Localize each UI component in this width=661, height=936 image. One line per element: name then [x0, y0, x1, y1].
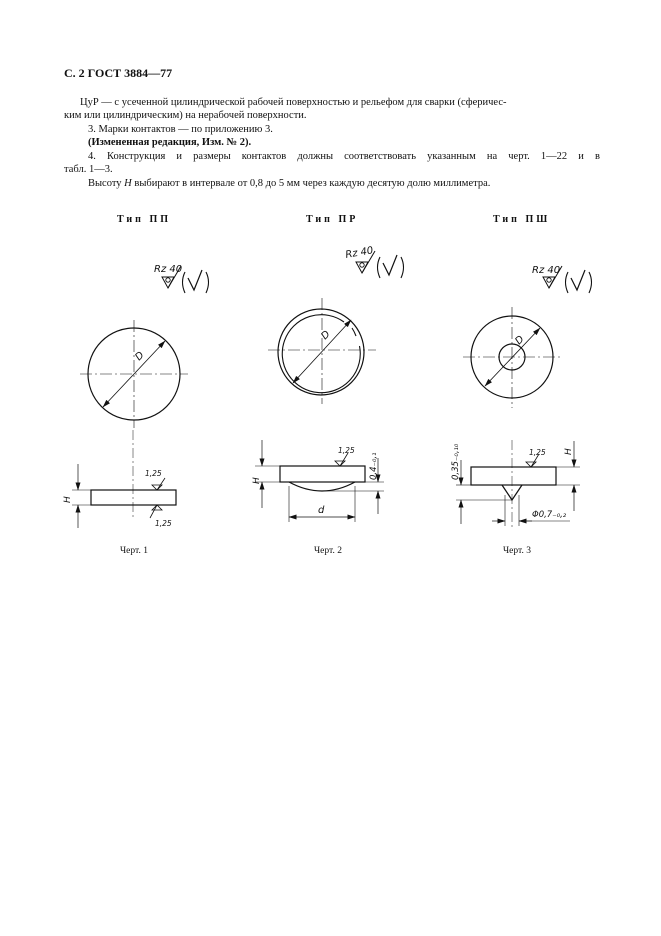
figure2-type-label: Тип ПР: [306, 214, 359, 225]
figure2-roughness-mark: [345, 245, 404, 278]
figure3-dim-D: D: [513, 333, 527, 348]
figure2-side-view: [252, 440, 384, 522]
figure1-caption: Черт. 1: [120, 546, 148, 556]
figure3-dim-relief: 0,35₋₀,₁₀: [451, 443, 461, 480]
paragraph-cyr-line1: ЦуР — с усеченной цилиндрической рабочей поверхностью и рельефом для сварки (сферичес-: [80, 97, 507, 108]
figure1-top-finish: 1,25: [145, 469, 162, 478]
figure2-plan-view: [268, 298, 376, 404]
page-header: С. 2 ГОСТ 3884—77: [64, 66, 173, 80]
paragraph-amendment: (Измененная редакция, Изм. № 2).: [88, 137, 252, 148]
figure3-dim-tip: Φ0,7₋₀,₂: [532, 510, 567, 520]
figure1-roughness-label: Rz 40: [154, 264, 183, 275]
figure2-dim-D: D: [319, 328, 333, 343]
height-text-post: выбирают в интервале от 0,8 до 5 мм через каждую десятую долю миллиметра.: [131, 178, 491, 189]
height-var: H: [124, 178, 132, 189]
figure3-plan-view: [463, 307, 563, 408]
figure2-top-finish: 1,25: [338, 446, 355, 455]
figure3-top-finish: 1,25: [529, 448, 546, 457]
figure1-plan-view: [80, 320, 188, 428]
figure3-side-view: [451, 440, 580, 530]
figure3-roughness-mark: [532, 265, 592, 293]
figure1-type-label: Тип ПП: [117, 214, 172, 225]
figure3-dim-H: H: [564, 448, 574, 455]
figure2-roughness-label: Rz 40: [344, 245, 375, 261]
figure1-roughness-mark: [154, 264, 209, 293]
figure1-side-view: [63, 430, 176, 528]
paragraph-design-line2: табл. 1—3.: [64, 164, 113, 175]
paragraph-grades: 3. Марки контактов — по приложению 3.: [88, 124, 273, 135]
figure2-dim-relief: 0,4₋₀,₁: [369, 452, 379, 480]
figure1-dim-D: D: [133, 349, 147, 364]
figure1-bottom-finish: 1,25: [155, 519, 172, 528]
figure1-dim-H: H: [63, 496, 73, 503]
paragraph-cyr-line2: ким или цилиндрическим) на нерабочей поверхности.: [64, 110, 307, 121]
figure2-dim-d: d: [318, 505, 325, 516]
figure3-caption: Черт. 3: [503, 546, 531, 556]
figure3-type-label: Тип ПШ: [493, 214, 551, 225]
height-text-pre: Высоту: [88, 178, 125, 189]
figure3-roughness-label: Rz 40: [532, 265, 561, 276]
figure2-dim-H: H: [252, 477, 262, 484]
paragraph-design-line1: 4. Конструкция и размеры контактов должны соответствовать указанным на черт. 1—22 и в: [88, 151, 600, 162]
figure2-caption: Черт. 2: [314, 546, 342, 556]
